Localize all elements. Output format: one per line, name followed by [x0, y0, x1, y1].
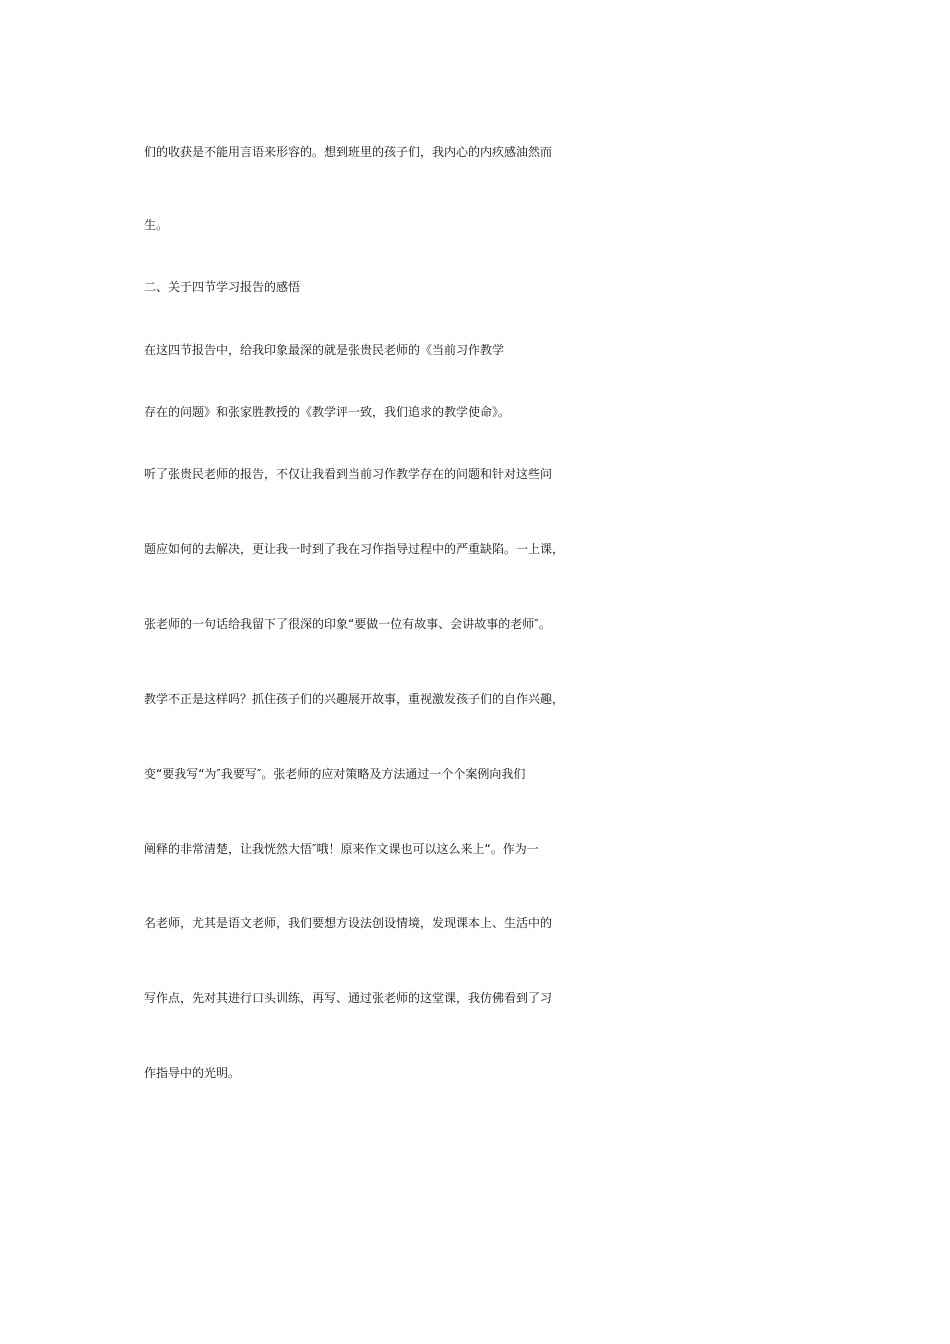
paragraph-line: 教学不正是这样吗？抓住孩子们的兴趣展开故事，重视激发孩子们的自作兴趣，: [144, 692, 565, 706]
paragraph-line: 名老师，尤其是语文老师，我们要想方设法创设情境，发现课本上、生活中的: [144, 916, 553, 930]
paragraph-line: 们的收获是不能用言语来形容的。想到班里的孩子们，我内心的内疚感油然而: [144, 145, 553, 159]
paragraph-line: 变“要我写“为″我要写″。张老师的应对策略及方法通过一个个案例向我们: [144, 767, 526, 781]
paragraph-line: 存在的问题》和张家胜教授的《教学评一致，我们追求的教学使命》。: [144, 405, 511, 419]
paragraph-line: 作指导中的光明。: [144, 1066, 241, 1080]
paragraph-line: 题应如何的去解决，更让我一时到了我在习作指导过程中的严重缺陷。一上课，: [144, 542, 565, 556]
paragraph-line: 在这四节报告中，给我印象最深的就是张贵民老师的《当前习作教学: [144, 343, 505, 357]
section-heading: 二、关于四节学习报告的感悟: [144, 280, 301, 294]
paragraph-line: 阐释的非常清楚，让我恍然大悟″哦！原来作文课也可以这么来上“。作为一: [144, 842, 539, 856]
paragraph-line: 张老师的一句话给我留下了很深的印象“要做一位有故事、会讲故事的老师″。: [144, 617, 551, 631]
paragraph-line: 生。: [144, 218, 169, 232]
paragraph-line: 写作点，先对其进行口头训练，再写、通过张老师的这堂课，我仿佛看到了习: [144, 991, 553, 1005]
paragraph-line: 听了张贵民老师的报告，不仅让我看到当前习作教学存在的问题和针对这些问: [144, 467, 553, 481]
